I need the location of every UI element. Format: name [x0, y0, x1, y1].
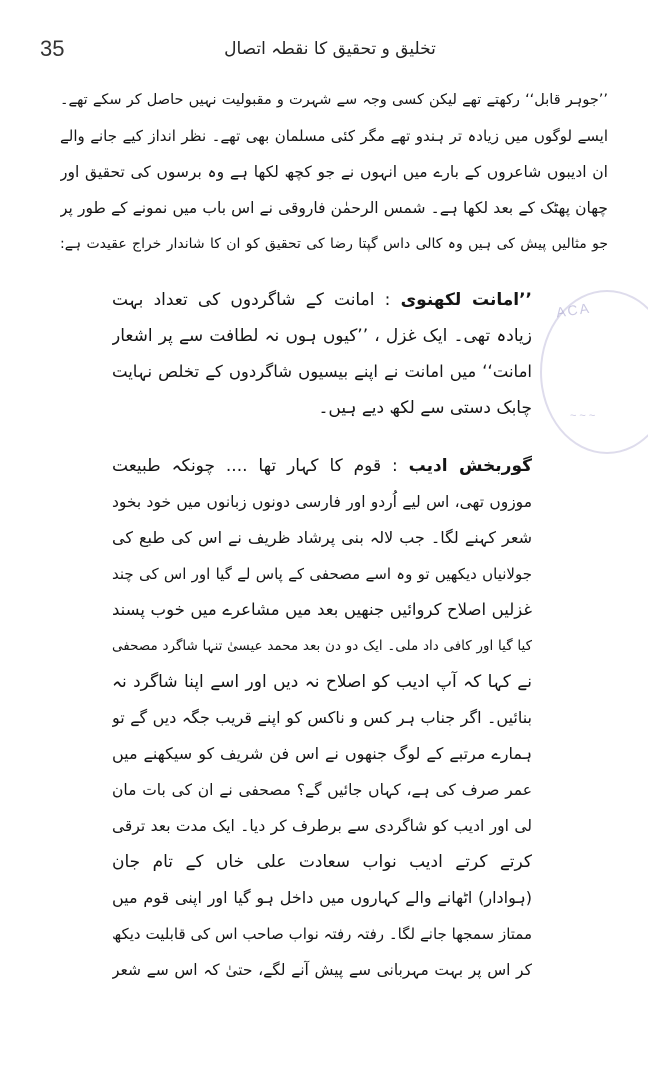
paragraph-line: جو مثالیں پیش کی ہیں وہ کالی داس گپتا رضا کی تحقیق کو ان کا شاندار خراج عقیدت ہے:: [60, 236, 608, 252]
quote-first-line: [112, 282, 532, 318]
running-header: تخلیق و تحقیق کا نقطہ اتصال: [224, 39, 436, 59]
main-paragraph: [60, 82, 608, 262]
paragraph-line: چھان پھٹک کے بعد لکھا ہے۔ شمس الرحمٰن فاروقی نے اس باب میں نمونے کے طور پر: [60, 199, 608, 217]
quote-amanat: [112, 282, 532, 426]
quote-line: بنائیں۔ اگر جناب ہر کس و ناکس کو اپنے قریب جگہ دیں گے تو: [112, 708, 532, 727]
quote-line: کر اس پر بہت مہربانی سے پیش آنے لگے، حتیٰ کہ اس سے شعر: [112, 961, 532, 979]
quote-line: غزلیں اصلاح کروائیں جنھیں بعد میں مشاعرے میں خوب پسند: [112, 600, 532, 619]
quoted-name: ’’امانت لکھنوی: [400, 290, 532, 310]
quote-text: : امانت کے شاگردوں کی تعداد بہت: [112, 290, 391, 310]
quote-line: (ہوادار) اٹھانے والے کہاروں میں داخل ہو گیا اور اپنی قوم میں: [112, 888, 532, 907]
stamp-text: ACA: [555, 299, 592, 321]
quote-line: عمر صرف کی ہے، کہاں جائیں گے؟ مصحفی نے ان کی بات مان: [112, 781, 532, 799]
quoted-name: گوربخش ادیب: [408, 456, 532, 476]
quote-first-line: [112, 448, 532, 484]
quote-line: ہمارے مرتبے کے لوگ جنھوں نے اس فن شریف کو سیکھنے میں: [112, 744, 532, 763]
quote-line: موزوں تھی، اس لیے اُردو اور فارسی دونوں زبانوں میں خود بخود: [112, 493, 532, 511]
quote-line: شعر کہنے لگا۔ جب لالہ بنی پرشاد ظریف نے اس کی طبع کی: [112, 528, 532, 547]
stamp-mark: ~~~: [570, 410, 599, 422]
quote-line: جولانیاں دیکھیں تو وہ اسے مصحفی کے پاس لے گیا اور اس کی چند: [112, 565, 532, 583]
quote-line: نے کہا کہ آپ ادیب کو اصلاح نہ دیں اور اسے اپنا شاگرد نہ: [112, 672, 532, 692]
quote-line: کیا گیا اور کافی داد ملی۔ ایک دو دن بعد محمد عیسیٰ تنہا شاگرد مصحفی: [112, 638, 532, 654]
quote-line: زیادہ تھی۔ ایک غزل ، ’’کیوں ہوں نہ لطافت سے پر اشعار: [112, 326, 532, 346]
quote-line: ممتاز سمجھا جانے لگا۔ رفتہ رفتہ نواب صاحب اس کی قابلیت دیکھ: [112, 925, 532, 943]
quote-line: امانت‘‘ میں امانت نے اپنے بیسیوں شاگردوں کے تخلص نہایت: [112, 362, 532, 381]
paragraph-line: ایسے لوگوں میں زیادہ تر ہندو تھے مگر کئی مسلمان بھی تھے۔ نظر انداز کیے جانے والے: [60, 127, 608, 145]
library-stamp: [540, 290, 648, 454]
paragraph-line: ’’جوہر قابل‘‘ رکھتے تھے لیکن کسی وجہ سے شہرت و مقبولیت نہیں حاصل کر سکے تھے۔: [60, 92, 608, 108]
page-number: 35: [40, 36, 65, 61]
quote-line: چابک دستی سے لکھ دیے ہیں۔: [318, 398, 532, 418]
quote-line: لی اور ادیب کو شاگردی سے برطرف کر دیا۔ ایک مدت بعد ترقی: [112, 817, 532, 835]
paragraph-line: ان ادیبوں شاعروں کے بارے میں انہوں نے جو کچھ لکھا ہے وہ برسوں کی تحقیق اور: [60, 163, 608, 181]
quote-gorbakhsh: [112, 448, 532, 1060]
quote-line: کرتے کرتے ادیب نواب سعادت علی خاں کے تام جان: [112, 852, 532, 872]
quote-text: : قوم کا کہار تھا .... چونکہ طبیعت: [112, 456, 398, 476]
